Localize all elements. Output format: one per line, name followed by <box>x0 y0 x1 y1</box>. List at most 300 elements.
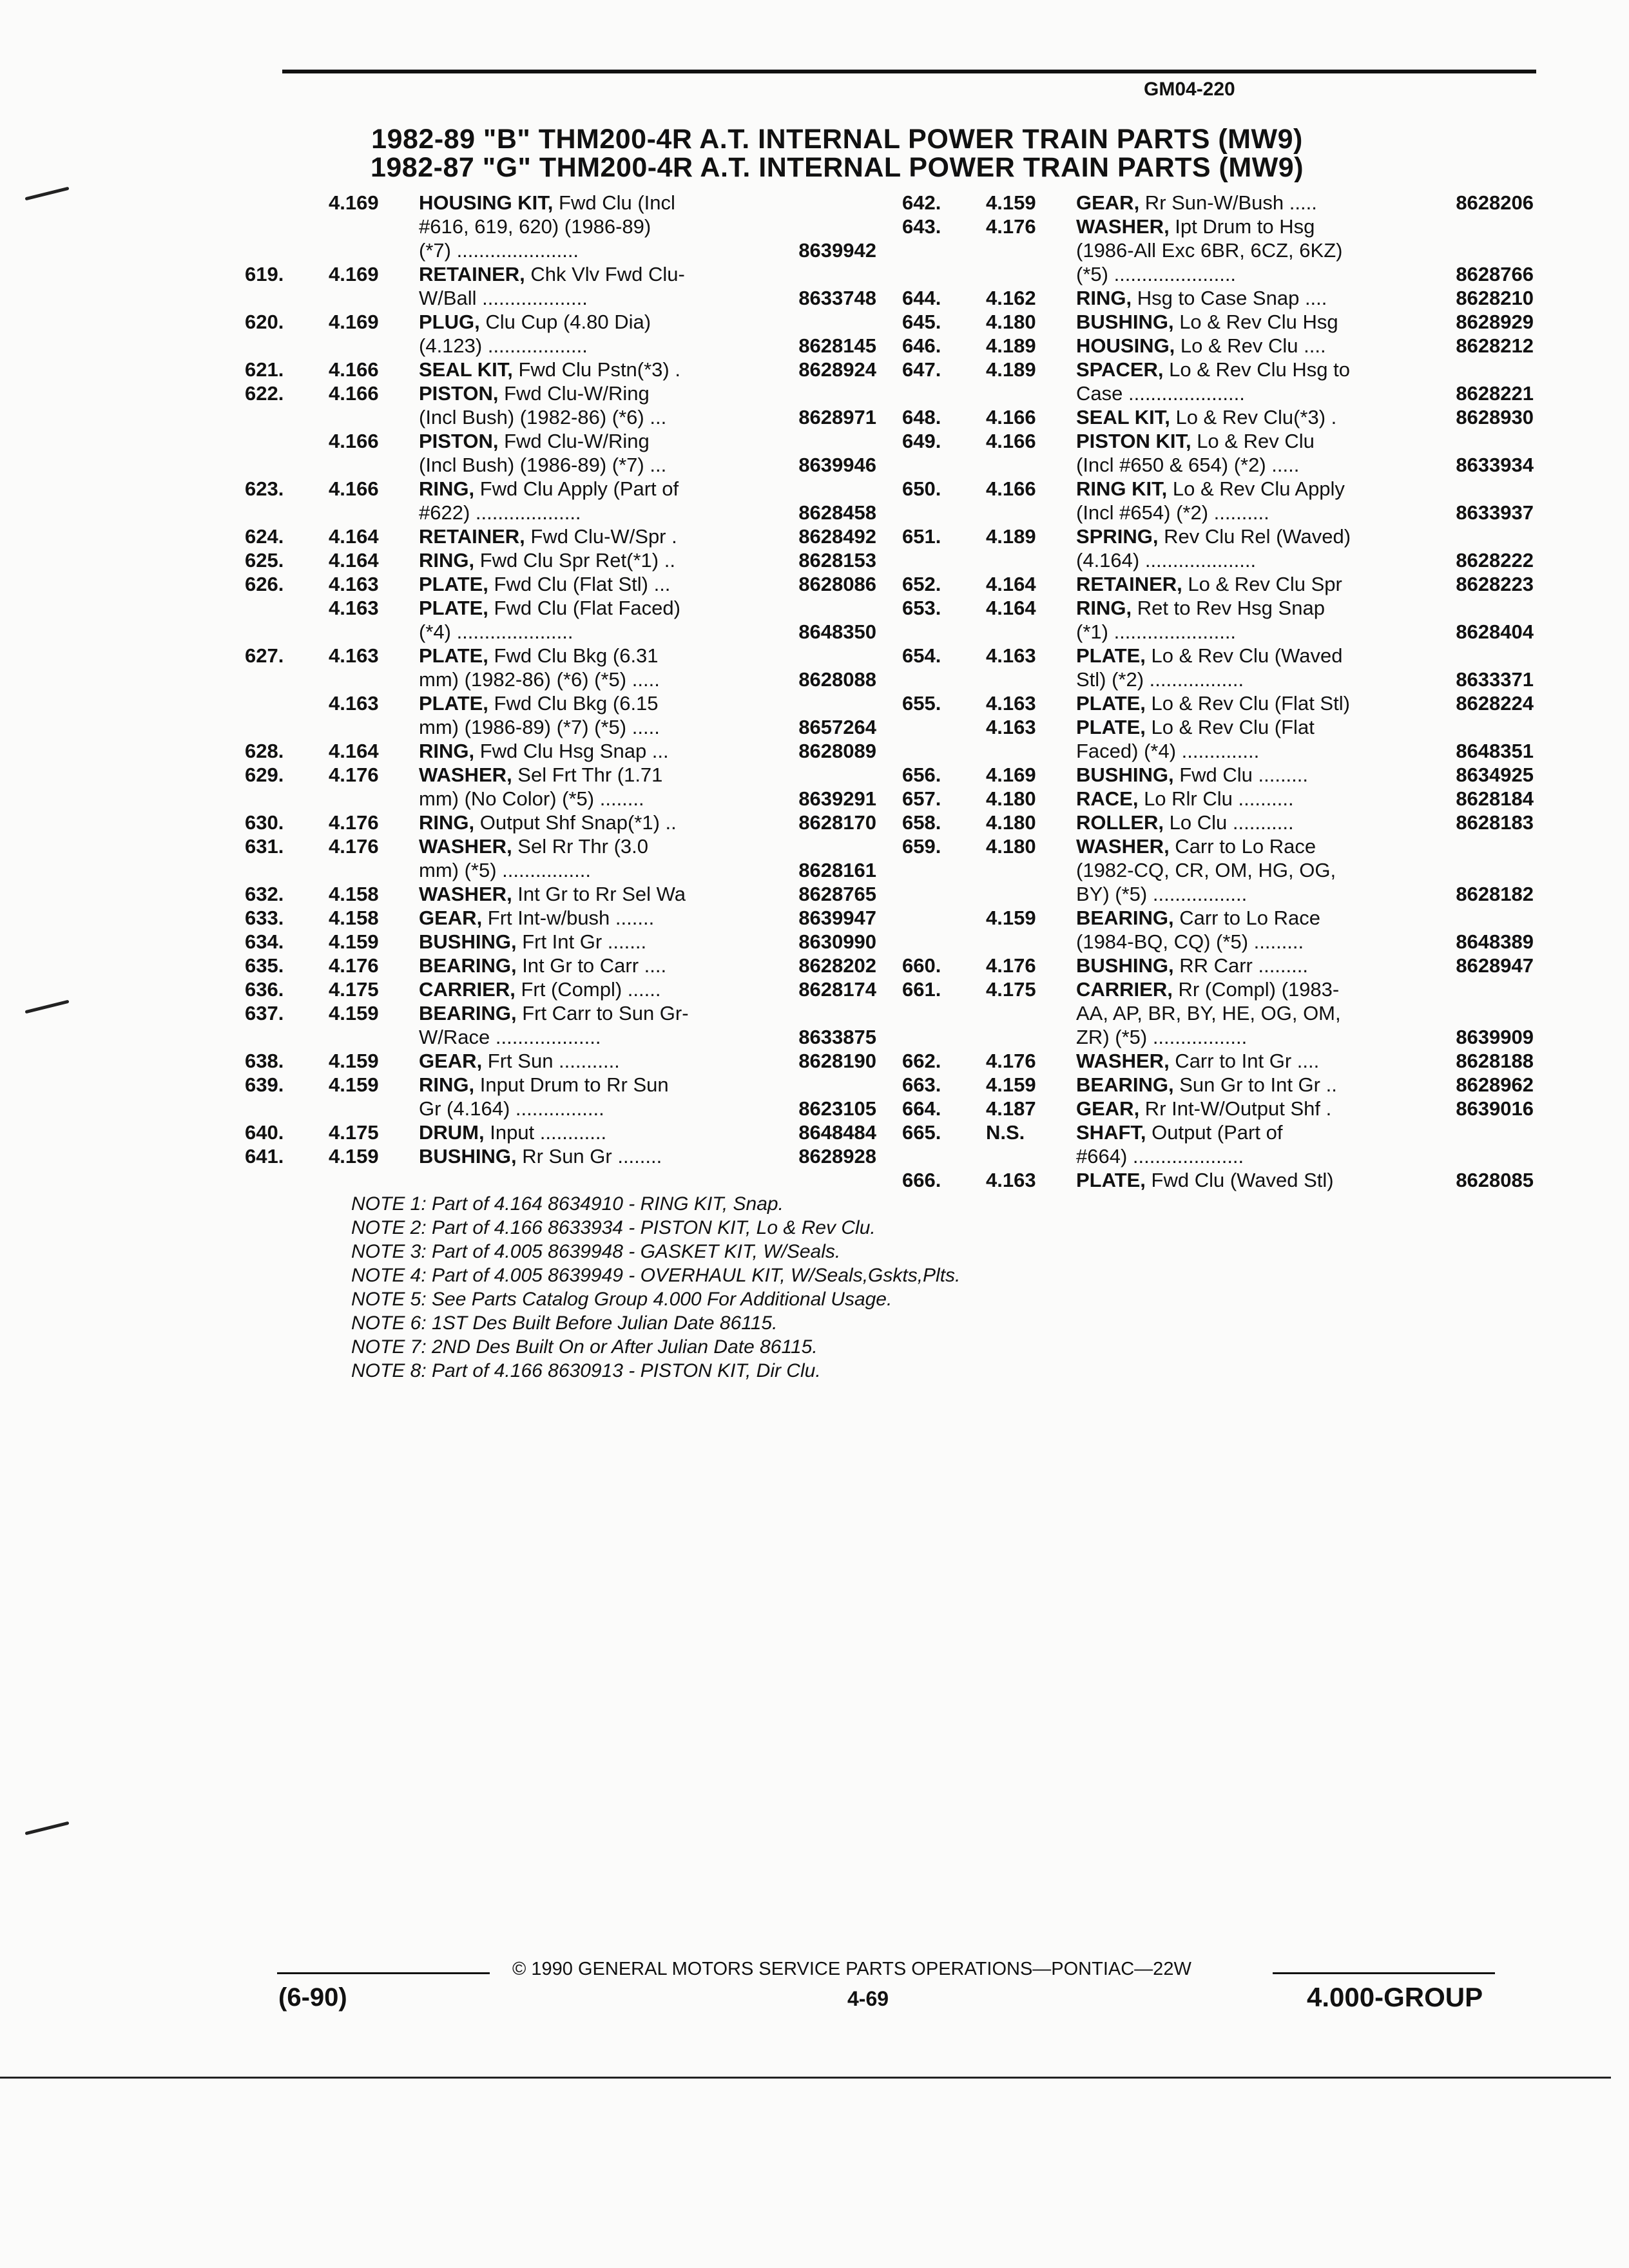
part-detail: Carr to Int Gr .... <box>1169 1050 1320 1072</box>
part-name: PLATE, <box>1076 716 1146 738</box>
part-description <box>419 286 754 310</box>
item-number <box>902 548 986 572</box>
part-detail: (1982-CQ, CR, OM, HG, OG, <box>1076 859 1336 881</box>
part-description <box>419 501 754 524</box>
group-number: 4.166 <box>986 477 1036 500</box>
part-number: 8628190 <box>798 1050 876 1072</box>
part-description <box>419 620 754 644</box>
item-number <box>902 381 986 405</box>
part-number <box>1411 977 1534 1001</box>
part-detail: Frt Int-w/bush ....... <box>482 907 655 929</box>
item-number: 649. <box>902 430 941 452</box>
parts-row <box>902 858 1553 882</box>
group-number: 4.163 <box>329 573 379 595</box>
group-number: 4.187 <box>986 1097 1036 1120</box>
part-number <box>1411 644 1534 668</box>
group-number: 4.159 <box>986 1073 1036 1096</box>
top-rule <box>282 70 1536 73</box>
item-number: 619. <box>245 263 284 285</box>
part-description <box>419 811 754 834</box>
part-number: 8628962 <box>1456 1073 1534 1096</box>
part-name: BUSHING, <box>1076 764 1174 786</box>
part-description <box>419 191 754 215</box>
part-detail: (Incl Bush) (1982-86) (*6) ... <box>419 406 667 428</box>
part-number: 8628765 <box>798 883 876 905</box>
part-number: 8628174 <box>798 978 876 1001</box>
part-detail: (Incl Bush) (1986-89) (*7) ... <box>419 454 667 476</box>
group-number: 4.176 <box>986 954 1036 977</box>
item-number: 665. <box>902 1121 941 1144</box>
parts-row <box>245 691 896 715</box>
group-number <box>329 668 419 691</box>
part-number: 8628202 <box>798 954 876 977</box>
parts-row <box>245 453 896 477</box>
part-description <box>419 787 754 811</box>
part-detail: (*4) ..................... <box>419 620 574 643</box>
part-description <box>1076 882 1411 906</box>
footer-rule-left <box>277 1972 490 1974</box>
part-detail: (Incl #650 & 654) (*2) ..... <box>1076 454 1300 476</box>
group-number <box>329 1097 419 1120</box>
part-name: ROLLER, <box>1076 811 1164 834</box>
part-description <box>1076 1001 1411 1025</box>
part-detail: (Incl #654) (*2) .......... <box>1076 501 1269 524</box>
group-number <box>986 453 1076 477</box>
part-number: 8628766 <box>1456 263 1534 285</box>
part-name: PISTON, <box>419 382 499 405</box>
group-number <box>329 501 419 524</box>
part-name: PLATE, <box>419 573 488 595</box>
part-description <box>1076 1049 1411 1073</box>
part-detail: (*5) ...................... <box>1076 263 1237 285</box>
part-detail: Hsg to Case Snap .... <box>1132 287 1327 309</box>
part-name: SHAFT, <box>1076 1121 1146 1144</box>
group-number <box>329 405 419 429</box>
parts-row <box>245 930 896 954</box>
part-number: 8633937 <box>1456 501 1534 524</box>
part-detail: Rr (Compl) (1983- <box>1172 978 1340 1001</box>
group-number: 4.164 <box>329 740 379 762</box>
part-detail: AA, AP, BR, BY, HE, OG, OM, <box>1076 1002 1341 1024</box>
part-name: SPRING, <box>1076 525 1159 548</box>
group-number: 4.164 <box>986 597 1036 619</box>
part-number <box>754 215 876 238</box>
part-detail: Lo & Rev Clu Apply <box>1167 477 1345 500</box>
part-detail: Output (Part of <box>1146 1121 1283 1144</box>
part-description <box>1076 691 1411 715</box>
part-number <box>1411 906 1534 930</box>
part-number: 8628929 <box>1456 311 1534 333</box>
part-detail: Faced) (*4) .............. <box>1076 740 1260 762</box>
parts-row <box>902 524 1553 548</box>
group-number <box>329 334 419 358</box>
part-detail: Carr to Lo Race <box>1169 835 1316 858</box>
part-detail: Lo & Rev Clu (Flat Stl) <box>1145 692 1350 715</box>
part-name: CARRIER, <box>1076 978 1173 1001</box>
bottom-rule <box>0 2077 1611 2079</box>
group-number: 4.180 <box>986 787 1036 810</box>
item-number: 642. <box>902 191 941 214</box>
part-name: SEAL KIT, <box>1076 406 1170 428</box>
group-number: 4.169 <box>986 764 1036 786</box>
parts-row <box>902 453 1553 477</box>
group-number: 4.159 <box>986 907 1036 929</box>
part-number: 8628404 <box>1456 620 1534 643</box>
part-name: RETAINER, <box>1076 573 1182 595</box>
group-number: 4.180 <box>986 835 1036 858</box>
part-number: 8628184 <box>1456 787 1534 810</box>
item-number: 663. <box>902 1073 941 1096</box>
part-number: 8657264 <box>798 716 876 738</box>
part-name: RING, <box>419 549 475 572</box>
item-number: 624. <box>245 525 284 548</box>
group-number: 4.169 <box>329 311 379 333</box>
group-number: 4.163 <box>986 1169 1036 1191</box>
group-number <box>329 620 419 644</box>
part-description <box>1076 215 1411 238</box>
part-detail: Ipt Drum to Hsg <box>1169 215 1315 238</box>
group-number <box>986 668 1076 691</box>
part-description <box>419 1097 754 1120</box>
part-description <box>419 310 754 334</box>
part-number <box>754 1001 876 1025</box>
footnote: NOTE 4: Part of 4.005 8639949 - OVERHAUL KIT, W/Seals,Gskts,Plts. <box>351 1265 961 1286</box>
group-number: 4.175 <box>329 1121 379 1144</box>
part-detail: Lo & Rev Clu Hsg to <box>1163 358 1350 381</box>
parts-row <box>245 501 896 524</box>
part-number <box>754 1073 876 1097</box>
part-detail: Fwd Clu (Incl <box>553 191 675 214</box>
part-detail: Rev Clu Rel (Waved) <box>1158 525 1351 548</box>
parts-row <box>245 191 896 215</box>
item-number: 621. <box>245 358 284 381</box>
parts-row <box>245 548 896 572</box>
parts-row <box>902 1120 1553 1144</box>
part-name: RING KIT, <box>1076 477 1168 500</box>
group-number: 4.176 <box>329 811 379 834</box>
part-number: 8628188 <box>1456 1050 1534 1072</box>
group-number: 4.162 <box>986 287 1036 309</box>
item-number <box>245 858 329 882</box>
part-detail: Fwd Clu-W/Ring <box>498 382 650 405</box>
part-number: 8628212 <box>1456 334 1534 357</box>
part-number: 8628161 <box>798 859 876 881</box>
part-description <box>1076 548 1411 572</box>
part-number <box>754 644 876 668</box>
parts-row <box>245 977 896 1001</box>
group-number <box>329 286 419 310</box>
parts-row <box>245 763 896 787</box>
part-description <box>1076 1073 1411 1097</box>
part-detail: Lo & Rev Clu (Waved <box>1145 644 1343 667</box>
parts-row <box>245 787 896 811</box>
part-number: 8628221 <box>1456 382 1534 405</box>
part-name: WASHER, <box>419 835 512 858</box>
part-detail: mm) (1982-86) (*6) (*5) ..... <box>419 668 660 691</box>
part-name: RING, <box>1076 597 1132 619</box>
part-detail: W/Ball ................... <box>419 287 588 309</box>
parts-row <box>902 739 1553 763</box>
part-description <box>419 668 754 691</box>
part-detail: (4.164) .................... <box>1076 549 1257 572</box>
footnotes <box>351 1192 960 1383</box>
item-number <box>245 215 329 238</box>
part-name: BUSHING, <box>1076 954 1174 977</box>
group-number: 4.166 <box>329 382 379 405</box>
part-description <box>419 715 754 739</box>
part-number <box>754 191 876 215</box>
part-description <box>419 429 754 453</box>
part-number <box>754 596 876 620</box>
part-name: PISTON, <box>419 430 499 452</box>
part-number <box>1411 358 1534 381</box>
part-name: WASHER, <box>1076 1050 1170 1072</box>
part-number: 8630990 <box>798 930 876 953</box>
parts-row <box>902 644 1553 668</box>
item-number <box>902 715 986 739</box>
item-number: 638. <box>245 1050 284 1072</box>
item-number: 651. <box>902 525 941 548</box>
part-number <box>1411 858 1534 882</box>
group-number <box>329 1025 419 1049</box>
part-number: 8633371 <box>1456 668 1534 691</box>
item-number <box>245 596 329 620</box>
part-detail: Rr Int-W/Output Shf . <box>1139 1097 1332 1120</box>
part-number: 8648350 <box>798 620 876 643</box>
part-description <box>419 691 754 715</box>
group-number: 4.166 <box>986 430 1036 452</box>
part-detail: Fwd Clu (Waved Stl) <box>1145 1169 1334 1191</box>
part-name: PLATE, <box>1076 644 1146 667</box>
part-name: RING, <box>419 740 475 762</box>
part-name: PLATE, <box>419 644 488 667</box>
item-number <box>902 262 986 286</box>
parts-row <box>902 1049 1553 1073</box>
group-number: 4.166 <box>329 358 379 381</box>
part-description <box>419 477 754 501</box>
item-number: 625. <box>245 549 284 572</box>
revision-date: (6-90) <box>278 1983 347 2012</box>
part-description <box>419 572 754 596</box>
part-description <box>419 1001 754 1025</box>
part-name: BEARING, <box>1076 907 1174 929</box>
group-number <box>329 787 419 811</box>
part-name: RETAINER, <box>419 263 525 285</box>
group-number <box>986 1025 1076 1049</box>
item-number <box>902 739 986 763</box>
part-description <box>419 1025 754 1049</box>
item-number <box>245 286 329 310</box>
part-description <box>419 548 754 572</box>
item-number: 632. <box>245 883 284 905</box>
parts-row <box>902 358 1553 381</box>
parts-row <box>902 405 1553 429</box>
group-number: 4.166 <box>329 430 379 452</box>
parts-row <box>902 787 1553 811</box>
page-title-line-1: 1982-89 "B" THM200-4R A.T. INTERNAL POWER TRAIN PARTS (MW9) <box>371 124 1303 155</box>
group-number: 4.169 <box>329 191 379 214</box>
part-detail: Lo Clu ........... <box>1164 811 1294 834</box>
item-number <box>902 930 986 954</box>
part-description <box>419 215 754 238</box>
footnote: NOTE 1: Part of 4.164 8634910 - RING KIT, Snap. <box>351 1193 784 1215</box>
part-name: PLUG, <box>419 311 480 333</box>
item-number: 640. <box>245 1121 284 1144</box>
part-number: 8648351 <box>1456 740 1534 762</box>
parts-row <box>245 668 896 691</box>
part-name: BUSHING, <box>1076 311 1174 333</box>
parts-row <box>902 381 1553 405</box>
group-number: 4.180 <box>986 311 1036 333</box>
part-description <box>419 882 754 906</box>
group-number: 4.176 <box>986 215 1036 238</box>
part-number: 8628206 <box>1456 191 1534 214</box>
part-detail: (1986-All Exc 6BR, 6CZ, 6KZ) <box>1076 239 1343 262</box>
part-name: GEAR, <box>419 907 483 929</box>
item-number <box>245 453 329 477</box>
part-detail: Rr Sun-W/Bush ..... <box>1139 191 1317 214</box>
part-detail: BY) (*5) ................. <box>1076 883 1248 905</box>
group-label: 4.000-GROUP <box>1307 1982 1483 2012</box>
parts-row <box>902 954 1553 977</box>
group-number <box>986 858 1076 882</box>
item-number <box>245 1097 329 1120</box>
part-description <box>1076 739 1411 763</box>
part-number: 8633934 <box>1456 454 1534 476</box>
parts-row <box>245 620 896 644</box>
parts-row <box>245 215 896 238</box>
part-name: GEAR, <box>419 1050 483 1072</box>
parts-row <box>245 310 896 334</box>
parts-row <box>902 1025 1553 1049</box>
part-detail: Input Drum to Rr Sun <box>474 1073 669 1096</box>
part-description <box>419 334 754 358</box>
group-number <box>986 548 1076 572</box>
part-description <box>1076 977 1411 1001</box>
parts-row <box>245 1097 896 1120</box>
part-number <box>1411 1001 1534 1025</box>
parts-row <box>902 715 1553 739</box>
part-number: 8639947 <box>798 907 876 929</box>
item-number: 629. <box>245 764 284 786</box>
parts-row <box>245 1120 896 1144</box>
part-description <box>1076 596 1411 620</box>
item-number: 641. <box>245 1145 284 1168</box>
parts-row <box>902 215 1553 238</box>
parts-row <box>902 262 1553 286</box>
parts-row <box>902 1097 1553 1120</box>
item-number: 630. <box>245 811 284 834</box>
item-number <box>902 620 986 644</box>
parts-row <box>902 429 1553 453</box>
part-number <box>1411 477 1534 501</box>
part-name: BEARING, <box>419 954 517 977</box>
footnote: NOTE 2: Part of 4.166 8633934 - PISTON KIT, Lo & Rev Clu. <box>351 1217 876 1238</box>
part-name: RING, <box>419 1073 475 1096</box>
group-number <box>329 858 419 882</box>
part-detail: Frt Sun ........... <box>482 1050 620 1072</box>
parts-row <box>245 262 896 286</box>
part-description <box>1076 906 1411 930</box>
part-description <box>1076 310 1411 334</box>
part-number: 8628971 <box>798 406 876 428</box>
part-description <box>419 1144 754 1168</box>
part-number: 8628458 <box>798 501 876 524</box>
part-detail: Gr (4.164) ................ <box>419 1097 604 1120</box>
group-number <box>329 453 419 477</box>
binding-mark <box>24 1821 69 1836</box>
part-number <box>754 429 876 453</box>
part-number <box>1411 524 1534 548</box>
item-number: 657. <box>902 787 941 810</box>
group-number: 4.169 <box>329 263 379 285</box>
page-number: 4-69 <box>847 1987 889 2010</box>
part-number <box>1411 215 1534 238</box>
part-number <box>754 262 876 286</box>
part-name: BEARING, <box>1076 1073 1174 1096</box>
part-description <box>1076 429 1411 453</box>
item-number <box>245 715 329 739</box>
part-number: 8639291 <box>798 787 876 810</box>
part-number: 8628224 <box>1456 692 1534 715</box>
part-number: 8628930 <box>1456 406 1534 428</box>
group-number <box>986 1144 1076 1168</box>
part-number <box>1411 596 1534 620</box>
part-detail: Ret to Rev Hsg Snap <box>1132 597 1325 619</box>
group-number: 4.163 <box>986 716 1036 738</box>
group-number: 4.189 <box>986 358 1036 381</box>
part-description <box>419 524 754 548</box>
part-name: WASHER, <box>419 764 512 786</box>
group-number: 4.163 <box>986 644 1036 667</box>
part-description <box>1076 501 1411 524</box>
footnote: NOTE 7: 2ND Des Built On or After Julian Date 86115. <box>351 1336 818 1358</box>
part-detail: Fwd Clu-W/Ring <box>498 430 650 452</box>
part-number <box>1411 429 1534 453</box>
part-detail: Lo & Rev Clu Hsg <box>1173 311 1338 333</box>
part-description <box>419 1049 754 1073</box>
catalog-code: GM04-220 <box>1144 79 1235 100</box>
parts-row <box>902 977 1553 1001</box>
part-description <box>1076 238 1411 262</box>
part-description <box>1076 1120 1411 1144</box>
item-number: 628. <box>245 740 284 762</box>
part-number: 8633748 <box>798 287 876 309</box>
binding-mark <box>24 1000 69 1014</box>
part-detail: Fwd Clu Bkg (6.15 <box>488 692 659 715</box>
group-number: N.S. <box>986 1121 1025 1144</box>
parts-row <box>245 954 896 977</box>
part-description <box>1076 1025 1411 1049</box>
part-number: 8639946 <box>798 454 876 476</box>
group-number: 4.189 <box>986 525 1036 548</box>
part-name: SEAL KIT, <box>419 358 513 381</box>
group-number: 4.159 <box>329 1050 379 1072</box>
part-description <box>419 834 754 858</box>
item-number <box>245 787 329 811</box>
part-description <box>1076 358 1411 381</box>
parts-row <box>245 381 896 405</box>
item-number: 660. <box>902 954 941 977</box>
part-description <box>1076 644 1411 668</box>
part-detail: Sel Frt Thr (1.71 <box>512 764 663 786</box>
part-number: 8648389 <box>1456 930 1534 953</box>
part-name: PLATE, <box>1076 1169 1146 1191</box>
item-number <box>245 405 329 429</box>
part-description <box>419 262 754 286</box>
parts-row <box>902 668 1553 691</box>
part-number: 8623105 <box>798 1097 876 1120</box>
